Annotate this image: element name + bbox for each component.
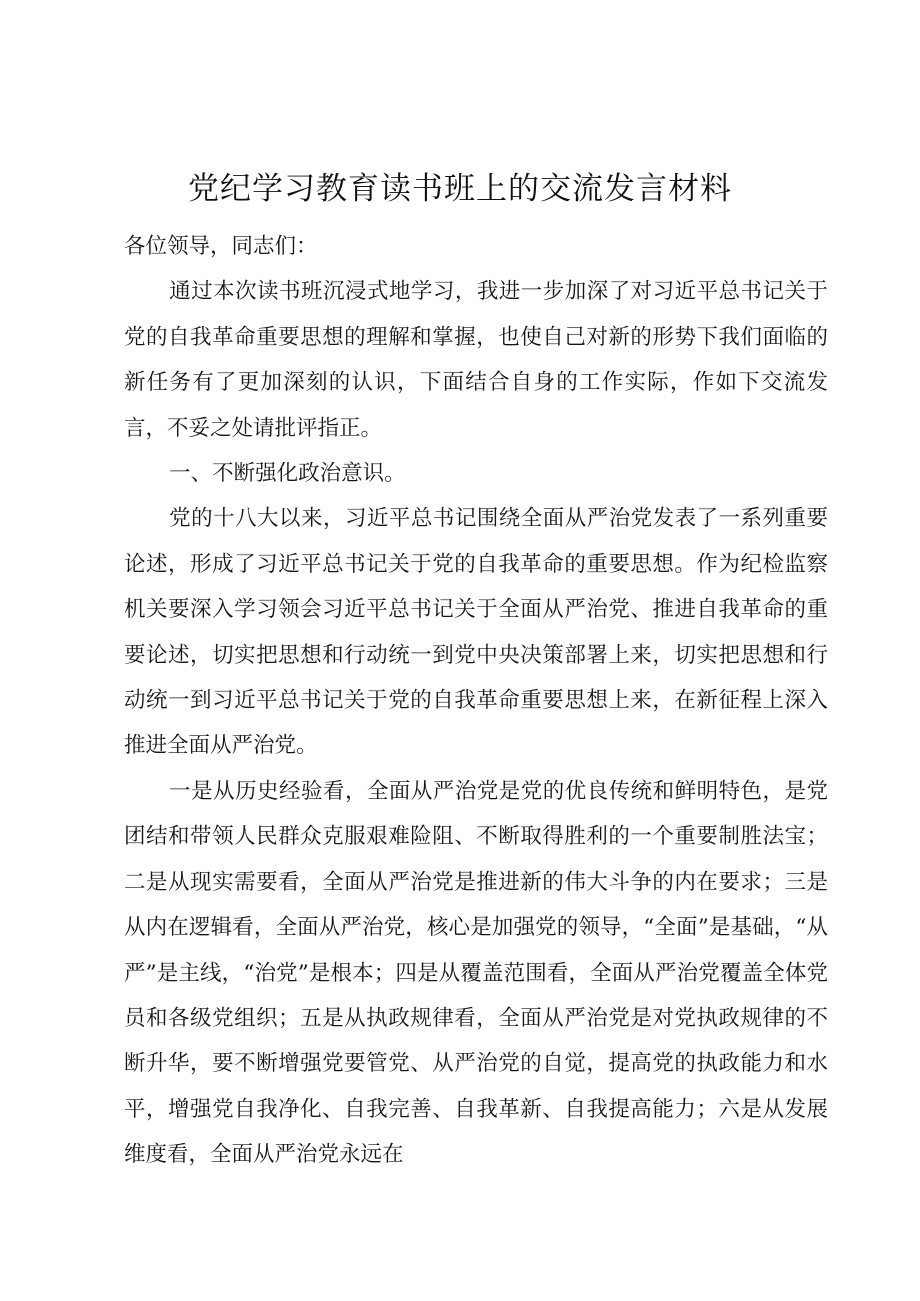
intro-paragraph: 通过本次读书班沉浸式地学习，我进一步加深了对习近平总书记关于党的自我革命重要思想的理解和掌握，也使自己对新的形势下我们面临的新任务有了更加深刻的认识，下面结合自身的工作实际，作如下交流发言，不妥之处请批评指正。 — [124, 279, 828, 441]
salutation: 各位领导，同志们： — [124, 234, 318, 259]
section-heading: 一、不断强化政治意识。 — [169, 461, 406, 487]
section-paragraph: 党的十八大以来，习近平总书记围绕全面从严治党发表了一系列重要论述，形成了习近平总书记关于党的自我革命的重要思想。作为纪检监察机关要深入学习领会习近平总书记关于全面从严治党、推进自我革命的重要论述，切实把思想和行动统一到党中央决策部署上来，切实把思想和行动统一到习近平总书记关于党的自我革命重要思想上来，在新征程上深入推进全面从严治党。 — [124, 506, 828, 759]
section-paragraph: 一是从历史经验看，全面从严治党是党的优良传统和鲜明特色，是党团结和带领人民群众克服艰难险阻、不断取得胜利的一个重要制胜法宝；二是从现实需要看，全面从严治党是推进新的伟大斗争的内在要求；三是从内在逻辑看，全面从严治党，核心是加强党的领导，“全面”是基础，“从严”是主线，“治党”是根本；四是从覆盖范围看，全面从严治党覆盖全体党员和各级党组织；五是从执政规律看，全面从严治党是对党执政规律的不断升华，要不断增强党要管党、从严治党的自觉，提高党的执政能力和水平，增强党自我净化、自我完善、自我革新、自我提高能力；六是从发展维度看，全面从严治党永远在 — [124, 778, 828, 1168]
document-title: 党纪学习教育读书班上的交流发言材料 — [188, 171, 732, 207]
document-body — [124, 224, 828, 1178]
